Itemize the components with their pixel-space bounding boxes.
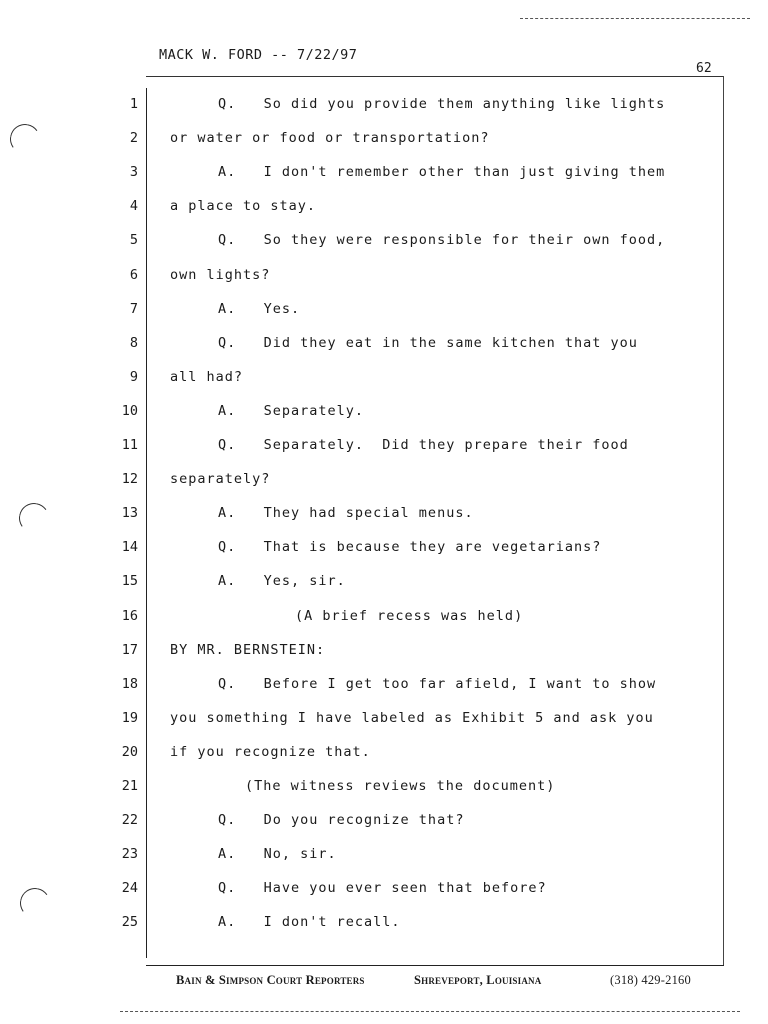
line-number: 8 (129, 335, 138, 351)
transcript-line: A. They had special menus. (218, 505, 474, 521)
transcript-line: A. Separately. (218, 403, 365, 419)
transcript-line: Q. So they were responsible for their own food, (218, 232, 666, 248)
footer-phone: (318) 429-2160 (610, 973, 691, 987)
transcript-line: Q. Did they eat in the same kitchen that you (218, 335, 638, 351)
line-number: 20 (121, 744, 138, 760)
line-number: 3 (129, 164, 138, 180)
transcript-line: all had? (170, 369, 244, 385)
line-number: 22 (121, 812, 138, 828)
page-header: MACK W. FORD -- 7/22/97 (159, 47, 358, 63)
line-number: 15 (121, 573, 138, 589)
line-number: 5 (129, 232, 138, 248)
line-number: 16 (121, 608, 138, 624)
transcript-line: BY MR. BERNSTEIN: (170, 642, 326, 658)
transcript-line: Q. Separately. Did they prepare their food (218, 437, 629, 453)
transcript-line: own lights? (170, 267, 271, 283)
transcript-line: A. I don't recall. (218, 914, 401, 930)
line-number: 19 (121, 710, 138, 726)
line-number: 1 (129, 96, 138, 112)
line-number: 7 (129, 301, 138, 317)
transcript-line: Q. Have you ever seen that before? (218, 880, 547, 896)
transcript-line: or water or food or transportation? (170, 130, 490, 146)
line-number: 21 (121, 778, 138, 794)
line-number: 13 (121, 505, 138, 521)
transcript-line: (The witness reviews the document) (245, 778, 556, 794)
line-number: 17 (121, 642, 138, 658)
scan-mark (120, 1011, 740, 1012)
transcript-line: a place to stay. (170, 198, 317, 214)
transcript-line: Q. So did you provide them anything like lights (218, 96, 666, 112)
transcript-line: Q. Before I get too far afield, I want to show (218, 676, 657, 692)
top-rule (146, 76, 724, 77)
line-number: 2 (129, 130, 138, 146)
transcript-line: if you recognize that. (170, 744, 371, 760)
scan-mark (8, 122, 43, 157)
transcript-line: Q. That is because they are vegetarians? (218, 539, 602, 555)
right-margin-rule (723, 76, 724, 966)
transcript-line: A. Yes. (218, 301, 301, 317)
line-number: 24 (121, 880, 138, 896)
transcript-line: Q. Do you recognize that? (218, 812, 465, 828)
transcript-line: A. Yes, sir. (218, 573, 346, 589)
line-number: 4 (129, 198, 138, 214)
scan-mark (520, 18, 750, 19)
footer-firm: Bain & Simpson Court Reporters (176, 973, 365, 987)
line-number: 12 (121, 471, 138, 487)
scan-mark (17, 501, 52, 536)
line-number: 6 (129, 267, 138, 283)
left-margin-rule (146, 88, 147, 958)
transcript-line: A. I don't remember other than just giving them (218, 164, 666, 180)
line-number: 9 (129, 369, 138, 385)
line-number: 25 (121, 914, 138, 930)
line-number: 10 (121, 403, 138, 419)
transcript-line: (A brief recess was held) (295, 608, 524, 624)
scan-mark (18, 886, 53, 921)
transcript-line: A. No, sir. (218, 846, 337, 862)
transcript-line: separately? (170, 471, 271, 487)
line-number: 23 (121, 846, 138, 862)
footer-location: Shreveport, Louisiana (414, 973, 542, 987)
page-number: 62 (696, 61, 712, 76)
line-number: 11 (121, 437, 138, 453)
line-number: 14 (121, 539, 138, 555)
transcript-line: you something I have labeled as Exhibit 5 and ask you (170, 710, 654, 726)
line-number: 18 (121, 676, 138, 692)
bottom-rule (146, 965, 724, 966)
